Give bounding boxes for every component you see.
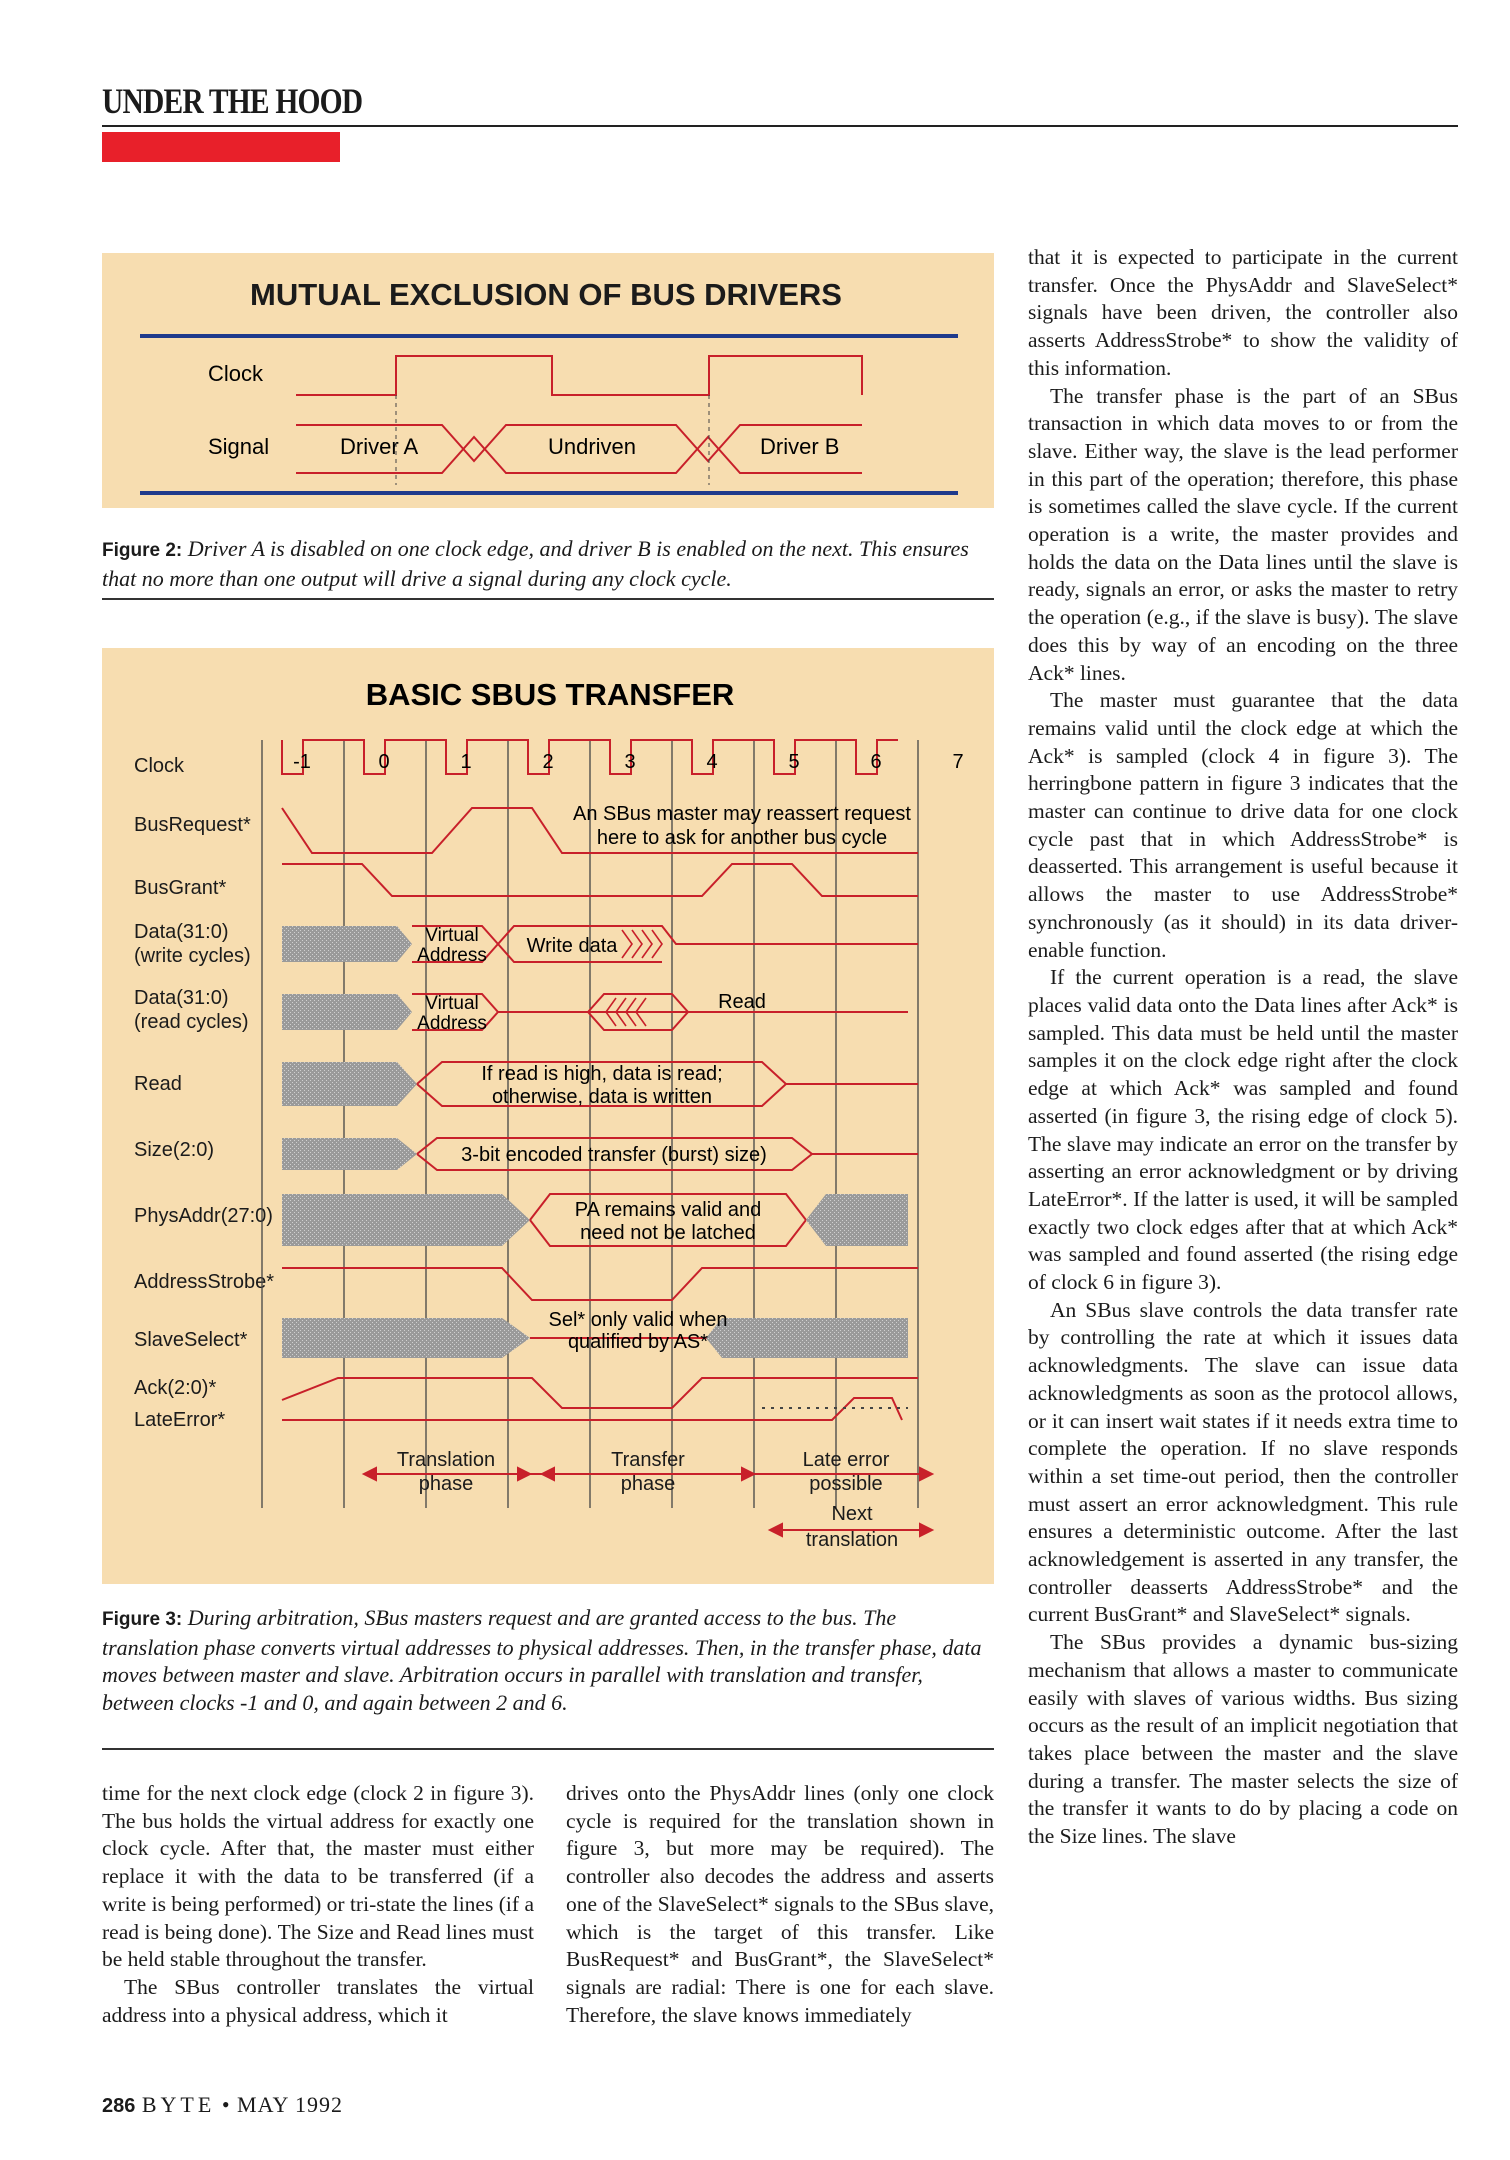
- physaddr-hatch-left: [282, 1194, 530, 1246]
- figure-2-caption-label: Figure 2:: [102, 540, 183, 561]
- figure-2-panel: [102, 253, 994, 508]
- header-accent-bar: [102, 132, 340, 162]
- read-hatch: [282, 1062, 417, 1106]
- annotation-sel-valid-1: Sel* only valid when: [548, 1309, 728, 1331]
- annotation-pa-valid-2: need not be latched: [580, 1222, 756, 1244]
- annotation-virtual-w-2: Address: [417, 945, 487, 966]
- figure-2-driver-a: Driver A: [340, 434, 419, 459]
- data-read-hatch: [282, 994, 412, 1030]
- figure-3-caption-text: During arbitration, SBus masters request and are granted access to the bus. The translation phase converts virtual addresses to physical addresses. Then, in the transfer phase, data moves between master and slave. Arbitration occurs in parallel with translation and transfer, between clocks -1 and 0, and again between 2 and 6.: [102, 1605, 982, 1715]
- annotation-read-data: Read: [718, 991, 766, 1013]
- arrow-head: [920, 1524, 932, 1536]
- body-column-1: [102, 1780, 534, 2029]
- figure-3-diagram: [102, 648, 994, 1584]
- busgrant-wave: [282, 864, 918, 896]
- body-column-3: [1028, 244, 1458, 1851]
- footer-separator: •: [221, 2092, 231, 2117]
- size-hatch: [282, 1138, 417, 1170]
- figure-3-caption: [102, 1604, 992, 1716]
- figure-3-phase-labels: [397, 1449, 898, 1551]
- arrow-head: [920, 1468, 932, 1480]
- slaveselect-hatch-left: [282, 1318, 530, 1358]
- annotation-write-data: Write data: [526, 935, 618, 957]
- figure-2-driver-b: Driver B: [760, 434, 840, 459]
- figure-2-caption-text: Driver A is disabled on one clock edge, and driver B is enabled on the next. This ensures that no more than one output will drive a signal during any clock cycle.: [102, 536, 969, 591]
- label-busgrant: BusGrant*: [134, 877, 227, 899]
- annotation-virtual-r-1: Virtual: [425, 993, 479, 1014]
- clock-number: 5: [788, 751, 800, 773]
- paragraph: An SBus slave controls the data transfer rate by controlling the rate at which it issues data acknowledgments. The slave can issue data acknowledgments as soon as the protocol allows, or it can insert wait states if it needs extra time to complete the operation. If no slave responds within a set time-out period, then the controller must assert an error acknowledgment. This rule ensures a deterministic outcome. After the last acknowledgement is asserted in any transfer, the controller deasserts AddressStrobe* and the current BusGrant* and SlaveSelect* signals.: [1028, 1297, 1458, 1627]
- arrow-head: [518, 1468, 530, 1480]
- label-data-write-2: (write cycles): [134, 945, 251, 967]
- paragraph: time for the next clock edge (clock 2 in figure 3). The bus holds the virtual address for exactly one clock cycle. After that, the master must either replace it with the data to be transferred (if a write is being performed) or tri-state the lines (if a read is being done). The Size and Read lines must be held stable throughout the transfer.: [102, 1781, 534, 1972]
- arrow-head: [542, 1468, 554, 1480]
- figure-2-clock-label: Clock: [208, 361, 264, 386]
- figure-2-signal-label: Signal: [208, 434, 270, 459]
- page-footer: [102, 2092, 343, 2118]
- data-write-upper: [412, 926, 918, 944]
- clock-number: 4: [706, 751, 718, 773]
- paragraph: The transfer phase is the part of an SBus transaction in which data moves to or from the slave. Either way, the slave is the lead performer in this part of the operation; therefore, this phase is sometimes called the slave cycle. If the current operation is a write, the master provides and holds the data on the Data lines until the slave is ready, signals an error, or asks the master to retry the operation (e.g., if the slave is busy). The slave does this by way of an encoding on the three Ack* lines.: [1028, 383, 1458, 685]
- arrow-head: [364, 1468, 376, 1480]
- addressstrobe-wave: [282, 1268, 918, 1300]
- label-size: Size(2:0): [134, 1139, 215, 1161]
- label-data-write-1: Data(31:0): [134, 921, 229, 943]
- paragraph: If the current operation is a read, the slave places valid data onto the Data lines after Ack* is sampled. This data must be held until the master samples it on the clock edge right after the clock edge at which Ack* was sampled and found asserted (in figure 3, the rising edge of clock 5). The slave may indicate an error on the transfer by asserting an error acknowledgment or by driving LateError*. If the latter is used, it will be sampled exactly two clock edges after that at which Ack* was sampled and found asserted (the rising edge of clock 6 in figure 3).: [1028, 965, 1458, 1295]
- figure-3-panel: [102, 648, 994, 1584]
- physaddr-hatch-right: [806, 1194, 908, 1246]
- paragraph: The SBus controller translates the virtual address into a physical address, which it: [102, 1974, 534, 2027]
- label-data-read-2: (read cycles): [134, 1011, 249, 1033]
- clock-number: 0: [378, 751, 390, 773]
- label-busrequest: BusRequest*: [134, 814, 251, 836]
- figure-2-caption-rule: [102, 598, 994, 600]
- slaveselect-hatch-right: [706, 1318, 908, 1358]
- figure-2-title: MUTUAL EXCLUSION OF BUS DRIVERS: [250, 277, 842, 312]
- clock-number: 2: [542, 751, 554, 773]
- label-lateerror: LateError*: [134, 1409, 226, 1431]
- clock-number: 6: [870, 751, 882, 773]
- phase-translation-1: Translation: [396, 1449, 496, 1471]
- magazine-name: BYTE: [141, 2092, 216, 2117]
- clock-number: 3: [624, 751, 636, 773]
- phase-translation-2: phase: [418, 1473, 474, 1495]
- page-number: 286: [102, 2095, 136, 2117]
- header-rule: [102, 125, 1458, 127]
- paragraph: The master must guarantee that the data remains valid until the clock edge at which the Ack* is sampled (clock 4 in figure 3). The herringbone pattern in figure 3 indicates that the master can continue to drive data for one clock cycle past that in which AddressStrobe* is deasserted. This arrangement is useful because it allows the master to use AddressStrobe* synchronously (as it should) in its data driver-enable function.: [1028, 688, 1458, 962]
- phase-transfer-1: Transfer: [611, 1449, 685, 1471]
- annotation-reassert-2: here to ask for another bus cycle: [596, 827, 888, 849]
- annotation-size: 3-bit encoded transfer (burst) size): [461, 1144, 767, 1166]
- figure-3-caption-label: Figure 3:: [102, 1609, 183, 1630]
- figure-2-diagram: [102, 253, 994, 508]
- ack-wave: [282, 1378, 918, 1408]
- phase-late-error-1: Late error: [802, 1449, 890, 1471]
- clock-number: -1: [293, 751, 311, 773]
- figure-3-title: BASIC SBUS TRANSFER: [365, 677, 735, 712]
- phase-transfer-2: phase: [620, 1473, 676, 1495]
- data-write-hatch: [282, 926, 412, 962]
- phase-late-error-2: possible: [809, 1473, 883, 1495]
- arrow-head: [770, 1524, 782, 1536]
- figure-2-caption: [102, 535, 992, 592]
- section-title: UNDER THE HOOD: [102, 81, 363, 121]
- label-addressstrobe: AddressStrobe*: [134, 1271, 275, 1293]
- figure-3-edge-grid: [262, 740, 918, 1508]
- annotation-sel-valid-2: qualified by AS*: [567, 1331, 709, 1353]
- label-slaveselect: SlaveSelect*: [134, 1329, 248, 1351]
- paragraph: drives onto the PhysAddr lines (only one clock cycle is required for the translation shown in figure 3, but more may be required). The controller also decodes the address and asserts one of the SlaveSelect* signals to the SBus slave, which is the target of this transfer. Like BusRequest* and BusGrant*, the SlaveSelect* signals are radial: There is one for each slave. Therefore, the slave knows immediately: [566, 1781, 994, 2027]
- figure-2-undriven: Undriven: [547, 434, 637, 459]
- label-clock: Clock: [134, 755, 185, 777]
- label-data-read-1: Data(31:0): [134, 987, 229, 1009]
- annotation-read-high-1: If read is high, data is read;: [481, 1063, 723, 1085]
- annotation-reassert-1: An SBus master may reassert request: [573, 803, 911, 825]
- label-ack: Ack(2:0)*: [134, 1377, 217, 1399]
- figure-3-signal-labels: [134, 755, 274, 1431]
- figure-3-caption-rule: [102, 1748, 994, 1750]
- annotation-pa-valid-1: PA remains valid and: [574, 1199, 762, 1221]
- figure-2-clock-wave: [296, 356, 862, 395]
- write-herringbone: [622, 930, 662, 958]
- label-read: Read: [134, 1073, 182, 1095]
- clock-number: 1: [460, 751, 472, 773]
- clock-number: 7: [952, 751, 964, 773]
- annotation-read-high-2: otherwise, data is written: [491, 1086, 713, 1108]
- arrow-head: [742, 1468, 754, 1480]
- data-read-upper: [412, 994, 908, 1012]
- figure-3-clock-numbers: [293, 751, 963, 773]
- annotation-virtual-r-2: Address: [417, 1013, 487, 1034]
- paragraph: that it is expected to participate in the current transfer. Once the PhysAddr and SlaveSelect* signals have been driven, the controller also asserts AddressStrobe* to show the validity of this information.: [1028, 245, 1458, 380]
- paragraph: The SBus provides a dynamic bus-sizing mechanism that allows a master to communicate easily with slaves of various widths. Bus sizing occurs as the result of an implicit negotiation that takes place between the master and the slave during a transfer. The master selects the size of the transfer it wants to do by placing a code on the Size lines. The slave: [1028, 1630, 1458, 1849]
- annotation-virtual-w-1: Virtual: [425, 925, 479, 946]
- label-physaddr: PhysAddr(27:0): [134, 1205, 273, 1227]
- body-column-2: [566, 1780, 994, 2029]
- issue-date: MAY 1992: [237, 2092, 344, 2117]
- phase-next-2: translation: [805, 1529, 899, 1551]
- phase-next-1: Next: [831, 1503, 873, 1525]
